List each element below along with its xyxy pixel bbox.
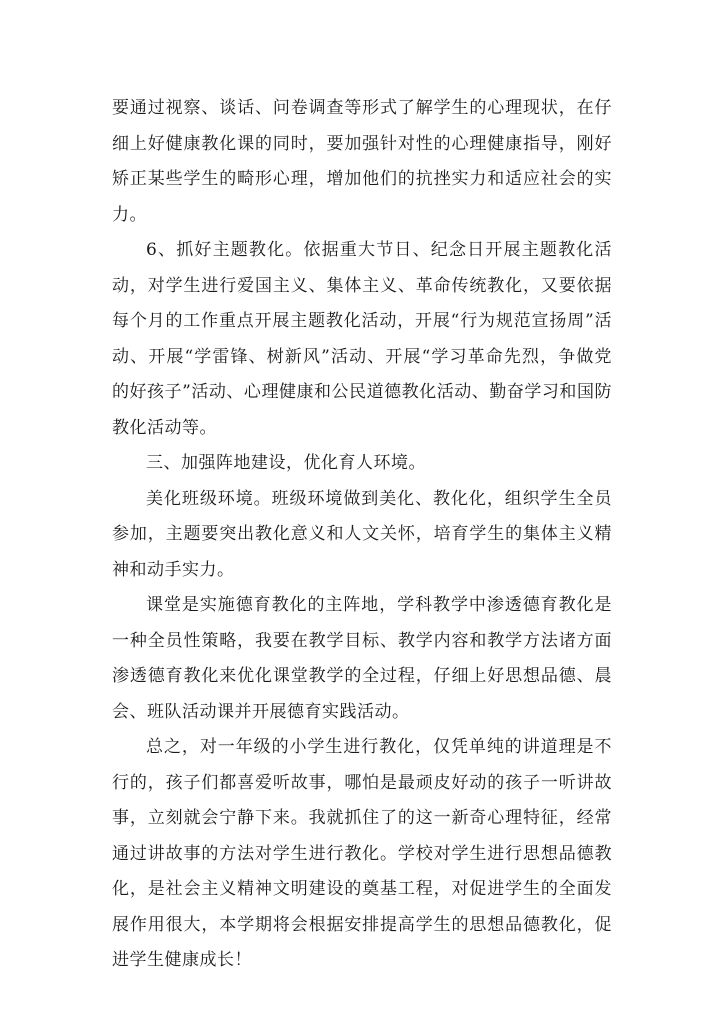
paragraph-theme-education: 6、抓好主题教化。依据重大节日、纪念日开展主题教化活动，对学生进行爱国主义、集体主义、革命传统教化，又要依据每个月的工作重点开展主题教化活动，开展“行为规范宣扬周”活动、开展“学雷锋、树新风”活动、开展“学习革命先烈，争做党的好孩子”活动、心理健康和公民道德教化活动、勤奋学习和国防教化活动等。 bbox=[112, 240, 612, 438]
section-heading-three: 三、加强阵地建设，优化育人环境。 bbox=[146, 453, 426, 473]
paragraph-continuation: 要通过视察、谈话、问卷调查等形式了解学生的心理现状，在仔细上好健康教化课的同时，要加强针对性的心理健康指导，刚好矫正某些学生的畸形心理，增加他们的抗挫实力和适应社会的实力。 bbox=[112, 98, 612, 225]
paragraph-class-environment: 美化班级环境。班级环境做到美化、教化化，组织学生全员参加，主题要突出教化意义和人文关怀，培育学生的集体主义精神和动手实力。 bbox=[112, 488, 612, 580]
document-body bbox=[112, 91, 612, 979]
paragraph-conclusion: 总之，对一年级的小学生进行教化，仅凭单纯的讲道理是不行的，孩子们都喜爱听故事，哪怕是最顽皮好动的孩子一听讲故事，立刻就会宁静下来。我就抓住了的这一新奇心理特征，经常通过讲故事的方法对学生进行教化。学校对学生进行思想品德教化，是社会主义精神文明建设的奠基工程，对促进学生的全面发展作用很大，本学期将会根据安排提高学生的思想品德教化，促进学生健康成长！ bbox=[112, 737, 612, 970]
paragraph-classroom: 课堂是实施德育教化的主阵地，学科教学中渗透德育教化是一种全员性策略，我要在教学目标、教学内容和教学方法诸方面渗透德育教化来优化课堂教学的全过程，仔细上好思想品德、晨会、班队活动课并开展德育实践活动。 bbox=[112, 595, 612, 722]
